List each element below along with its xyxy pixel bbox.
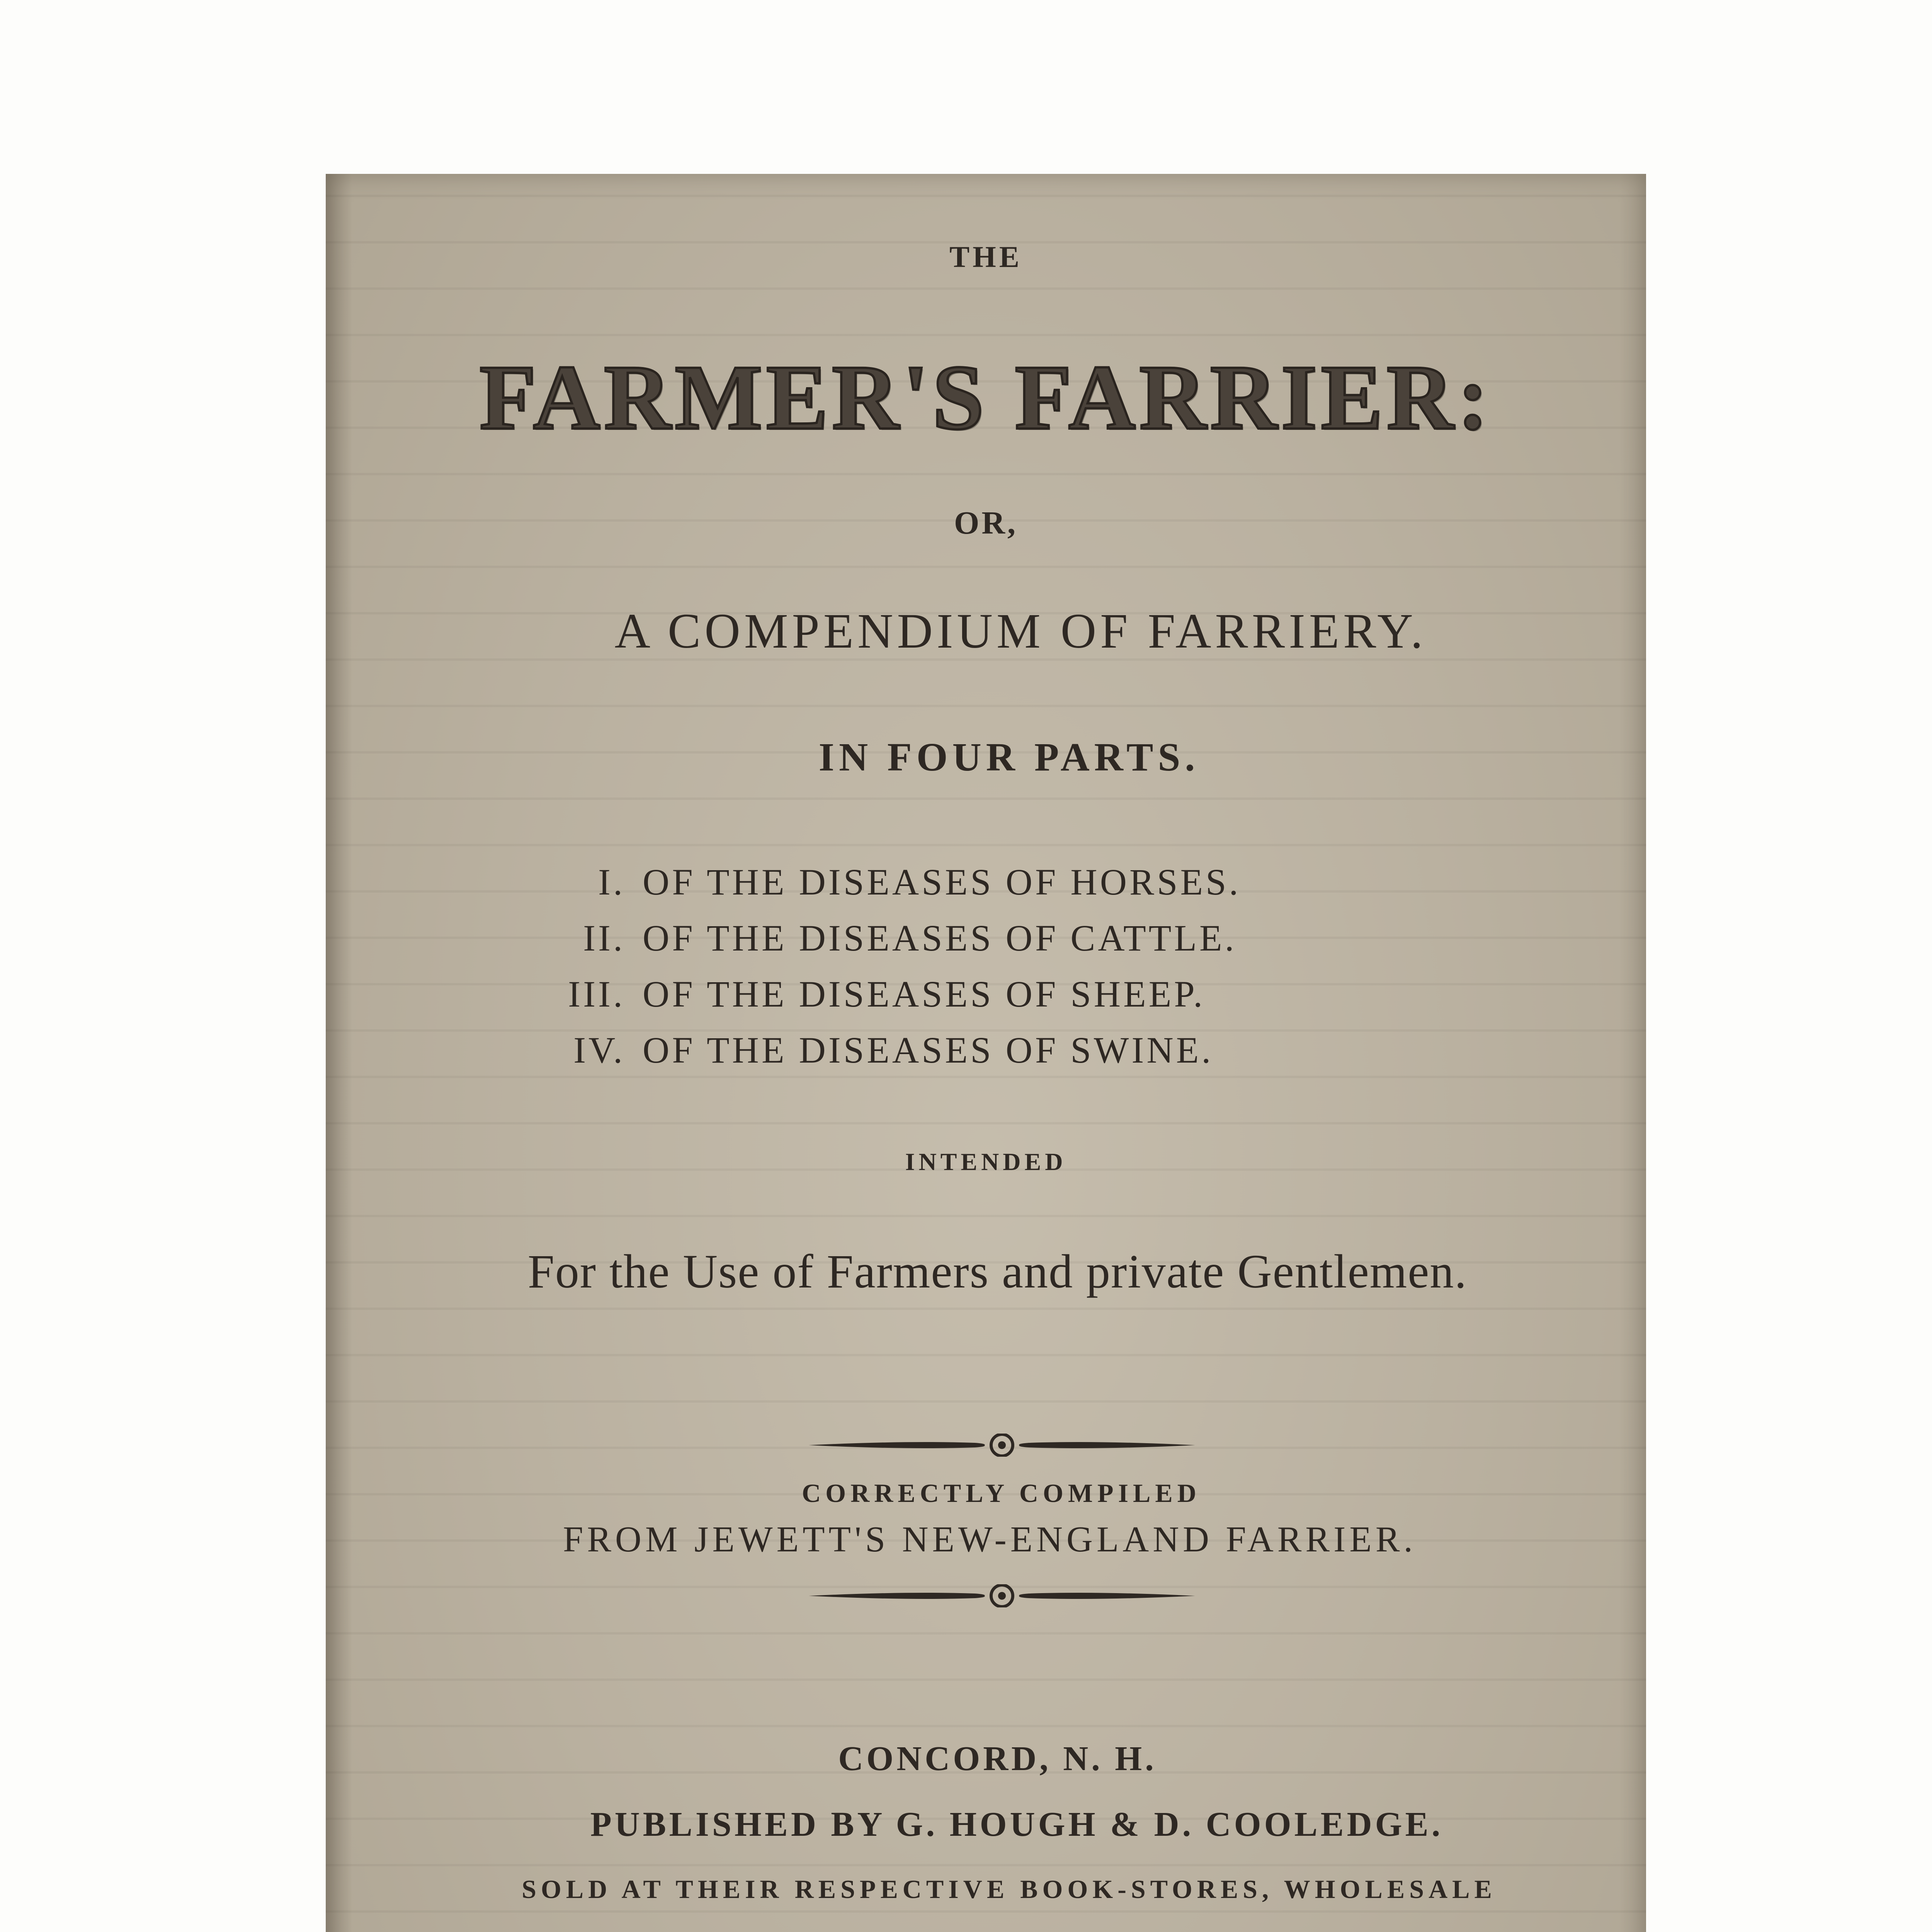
part-numeral: III. xyxy=(568,973,625,1015)
book-subtitle: A COMPENDIUM OF FARRIERY. xyxy=(614,604,1427,658)
imprint-city: CONCORD, N. H. xyxy=(838,1740,1157,1778)
imprint-sold: SOLD AT THEIR RESPECTIVE BOOK-STORES, WHOLESALE xyxy=(522,1874,1497,1904)
part-item xyxy=(542,910,1241,966)
parts-list xyxy=(542,854,1241,1078)
part-item xyxy=(542,1022,1241,1078)
ornament-divider-bottom xyxy=(809,1584,1195,1607)
part-numeral: II. xyxy=(583,917,625,959)
compiled-note: CORRECTLY COMPILED xyxy=(802,1478,1201,1508)
title-page-scan xyxy=(326,174,1646,1932)
part-text: OF THE DISEASES OF HORSES. xyxy=(643,861,1241,903)
part-numeral: IV. xyxy=(573,1029,625,1071)
part-numeral: I. xyxy=(598,861,625,903)
book-title: FARMER'S FARRIER: xyxy=(480,346,1492,449)
part-item xyxy=(542,854,1241,910)
part-text: OF THE DISEASES OF SWINE. xyxy=(643,1029,1214,1071)
intended-label: INTENDED xyxy=(905,1148,1067,1175)
imprint-publisher: PUBLISHED BY G. HOUGH & D. COOLEDGE. xyxy=(590,1805,1444,1844)
ornament-divider-top xyxy=(809,1434,1195,1457)
part-text: OF THE DISEASES OF SHEEP. xyxy=(643,973,1206,1015)
title-article: THE xyxy=(949,240,1022,274)
part-text: OF THE DISEASES OF CATTLE. xyxy=(643,917,1237,959)
intended-audience: For the Use of Farmers and private Gentlemen. xyxy=(527,1245,1468,1298)
part-item xyxy=(542,966,1241,1022)
title-or: OR, xyxy=(954,505,1018,541)
source-note: FROM JEWETT'S NEW-ENGLAND FARRIER. xyxy=(563,1519,1417,1560)
parts-heading: IN FOUR PARTS. xyxy=(818,735,1200,779)
